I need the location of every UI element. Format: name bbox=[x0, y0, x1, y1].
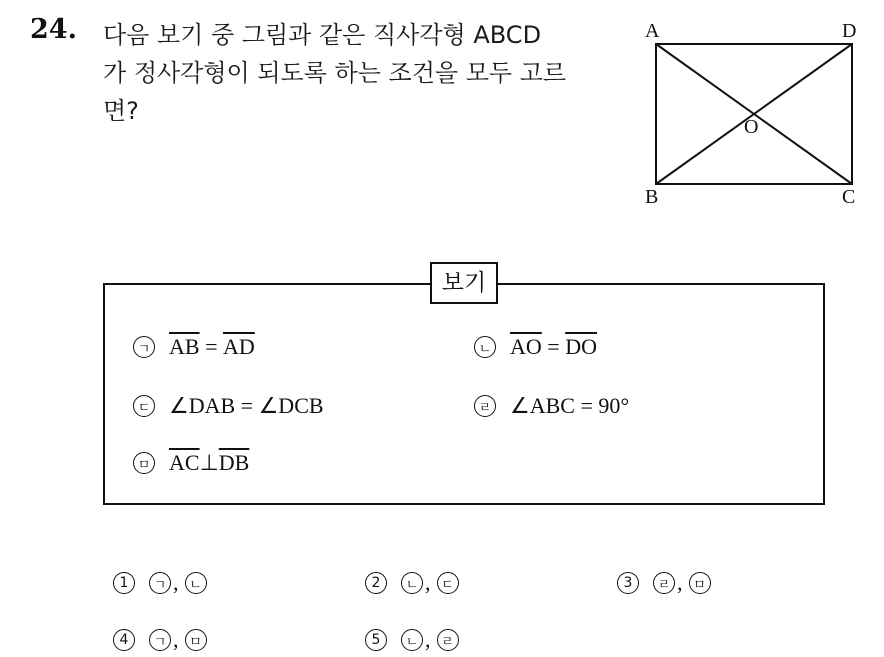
question-line: 면? bbox=[103, 97, 139, 125]
segment-ab: $\overline{AB}$ bbox=[169, 334, 200, 359]
choice-marker: ㄴ bbox=[401, 629, 423, 651]
choice-1[interactable]: 1 ㄱ , ㄴ bbox=[113, 570, 221, 596]
segment-ac: $\overline{AC}$ bbox=[169, 450, 200, 475]
condition-1 bbox=[133, 334, 255, 360]
condition-3 bbox=[133, 393, 324, 419]
choice-marker: ㅁ bbox=[689, 572, 711, 594]
choice-marker: ㄴ bbox=[401, 572, 423, 594]
segment-db: $\overline{DB}$ bbox=[218, 450, 250, 475]
perpendicular-symbol: ⊥ bbox=[199, 450, 219, 475]
angle-equation: ∠ABC = 90° bbox=[510, 393, 630, 418]
operator: = bbox=[541, 334, 566, 359]
choice-marker: ㄴ bbox=[185, 572, 207, 594]
choice-marker: ㅁ bbox=[185, 629, 207, 651]
angle-equation: ∠DAB = ∠DCB bbox=[169, 393, 324, 418]
question-line: 가 정사각형이 되도록 하는 조건을 모두 고르 bbox=[103, 59, 567, 87]
vertex-label-c: C bbox=[842, 186, 856, 208]
choice-number: 2 bbox=[365, 572, 387, 594]
choice-number: 3 bbox=[617, 572, 639, 594]
condition-marker: ㄱ bbox=[133, 336, 155, 358]
condition-marker: ㅁ bbox=[133, 452, 155, 474]
operator: = bbox=[199, 334, 223, 359]
rectangle-figure bbox=[638, 18, 868, 218]
condition-5 bbox=[133, 450, 249, 476]
choice-marker: ㄱ bbox=[149, 629, 171, 651]
choice-number: 1 bbox=[113, 572, 135, 594]
condition-2 bbox=[474, 334, 597, 360]
condition-marker: ㄴ bbox=[474, 336, 496, 358]
condition-marker: ㄷ bbox=[133, 395, 155, 417]
condition-4 bbox=[474, 393, 629, 419]
center-label-o: O bbox=[744, 116, 759, 138]
choice-4[interactable]: 4 ㄱ , ㅁ bbox=[113, 627, 221, 653]
condition-marker: ㄹ bbox=[474, 395, 496, 417]
choice-2[interactable]: 2 ㄴ , ㄷ bbox=[365, 570, 473, 596]
choice-marker: ㄷ bbox=[437, 572, 459, 594]
choice-3[interactable]: 3 ㄹ , ㅁ bbox=[617, 570, 725, 596]
question-line: 다음 보기 중 그림과 같은 직사각형 ABCD bbox=[103, 21, 542, 49]
vertex-label-d: D bbox=[842, 20, 857, 42]
choice-marker: ㄱ bbox=[149, 572, 171, 594]
vertex-label-b: B bbox=[645, 186, 659, 208]
segment-ad: $\overline{AD}$ bbox=[222, 334, 255, 359]
segment-ao: $\overline{AO}$ bbox=[510, 334, 542, 359]
bogi-title: 보기 bbox=[430, 262, 498, 304]
question-number: 24. bbox=[30, 14, 77, 45]
choice-marker: ㄹ bbox=[653, 572, 675, 594]
choice-marker: ㄹ bbox=[437, 629, 459, 651]
choice-number: 5 bbox=[365, 629, 387, 651]
vertex-label-a: A bbox=[645, 20, 660, 42]
choice-5[interactable]: 5 ㄴ , ㄹ bbox=[365, 627, 473, 653]
choice-number: 4 bbox=[113, 629, 135, 651]
segment-do: $\overline{DO}$ bbox=[565, 334, 597, 359]
question-text bbox=[103, 16, 566, 130]
